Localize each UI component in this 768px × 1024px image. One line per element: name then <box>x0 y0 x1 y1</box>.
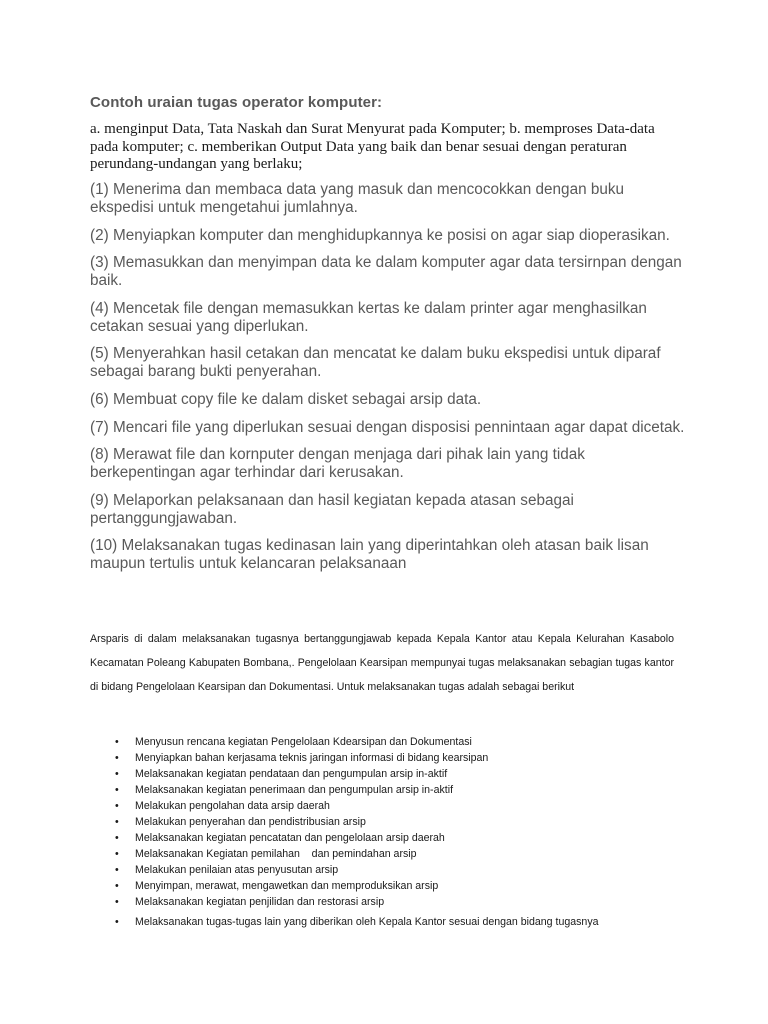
numbered-item: (1) Menerima dan membaca data yang masuk dan mencocokkan dengan buku ekspedisi untuk mengetahui jumlahnya. <box>90 181 625 216</box>
bullet-icon: • <box>115 896 119 908</box>
bullet-icon: • <box>115 864 119 876</box>
numbered-item: (8) Merawat file dan kornputer dengan menjaga dari pihak lain yang tidak berkepentingan agar terhindar dari kerusakan. <box>90 446 585 482</box>
bullet-text: Melaksanakan kegiatan pencatatan dan pengelolaan arsip daerah <box>135 832 445 844</box>
bullet-text: Melakukan penyerahan dan pendistribusian arsip <box>135 816 366 828</box>
bullet-text: Melakukan penilaian atas penyusutan arsip <box>135 864 339 876</box>
bullet-item <box>115 798 695 814</box>
bullet-icon: • <box>115 800 119 812</box>
bullet-icon: • <box>115 768 119 780</box>
numbered-item: (4) Mencetak file dengan memasukkan kertas ke dalam printer agar menghasilkan cetakan sesuai yang diperlukan. <box>90 299 647 335</box>
archivist-paragraph: Arsparis di dalam melaksanakan tugasnya bertanggungjawab kepada Kepala Kantor atau Kepala Kelurahan Kasabolo Kecamatan Poleang Kabupaten Bombana,. Pengelolaan Kearsipan mempunyai tugas melaksanakan sebagian tugas kantor di bidang Pengelolaan Kearsipan dan Dokumentasi. Untuk melaksanakan tugas adalah sebagai berikut <box>90 633 674 693</box>
bullet-item <box>115 766 695 782</box>
bullet-text: Melaksanakan kegiatan penjilidan dan restorasi arsip <box>135 896 385 908</box>
bullet-text: Melaksanakan Kegiatan pemilahan dan pemindahan arsip <box>135 848 417 860</box>
bullet-item <box>115 862 695 878</box>
bullet-item <box>115 894 695 910</box>
bullet-icon: • <box>115 816 119 828</box>
bullet-item <box>115 750 695 766</box>
bullet-text: Menyusun rencana kegiatan Pengelolaan Kdearsipan dan Dokumentasi <box>135 736 472 748</box>
bullet-text: Melaksanakan kegiatan penerimaan dan pengumpulan arsip in-aktif <box>135 784 454 796</box>
numbered-item: (5) Menyerahkan hasil cetakan dan mencatat ke dalam buku ekspedisi untuk diparaf sebagai barang bukti penyerahan. <box>90 345 661 381</box>
bullet-item <box>115 830 695 846</box>
numbered-item: (2) Menyiapkan komputer dan menghidupkannya ke posisi on agar siap dioperasikan. <box>90 226 670 244</box>
document-heading: Contoh uraian tugas operator komputer: <box>90 94 383 111</box>
bullet-icon: • <box>115 832 119 844</box>
numbered-item: (3) Memasukkan dan menyimpan data ke dalam komputer agar data tersirnpan dengan baik. <box>90 254 682 290</box>
bullet-task-list <box>115 734 695 930</box>
bullet-icon: • <box>115 752 119 764</box>
numbered-task-list <box>90 181 690 583</box>
numbered-item: (10) Melaksanakan tugas kedinasan lain yang diperintahkan oleh atasan baik lisan maupun tertulis untuk kelancaran pelaksanaan <box>90 537 649 573</box>
bullet-icon: • <box>115 736 119 748</box>
intro-paragraph: a. menginput Data, Tata Naskah dan Surat Menyurat pada Komputer; b. memproses Data-data pada komputer; c. memberikan Output Data yang baik dan benar sesuai dengan peraturan perundang-undangan yang berlaku; <box>90 121 655 172</box>
bullet-text: Menyimpan, merawat, mengawetkan dan memproduksikan arsip <box>135 880 439 892</box>
bullet-icon: • <box>115 916 119 928</box>
bullet-item <box>115 878 695 894</box>
bullet-item <box>115 734 695 750</box>
bullet-item <box>115 814 695 830</box>
numbered-item: (9) Melaporkan pelaksanaan dan hasil kegiatan kepada atasan sebagai pertanggungjawaban. <box>90 491 574 527</box>
bullet-icon: • <box>115 880 119 892</box>
bullet-text: Melaksanakan tugas-tugas lain yang diberikan oleh Kepala Kantor sesuai dengan bidang tugasnya <box>135 916 599 928</box>
bullet-text: Melakukan pengolahan data arsip daerah <box>135 800 330 812</box>
bullet-icon: • <box>115 784 119 796</box>
bullet-icon: • <box>115 848 119 860</box>
numbered-item: (6) Membuat copy file ke dalam disket sebagai arsip data. <box>90 390 482 408</box>
numbered-item: (7) Mencari file yang diperlukan sesuai dengan disposisi pennintaan agar dapat dicetak. <box>90 418 685 436</box>
bullet-text: Melaksanakan kegiatan pendataan dan pengumpulan arsip in-aktif <box>135 768 448 780</box>
bullet-text: Menyiapkan bahan kerjasama teknis jaringan informasi di bidang kearsipan <box>135 752 489 764</box>
bullet-item <box>115 846 695 862</box>
bullet-item <box>115 914 695 930</box>
bullet-item <box>115 782 695 798</box>
